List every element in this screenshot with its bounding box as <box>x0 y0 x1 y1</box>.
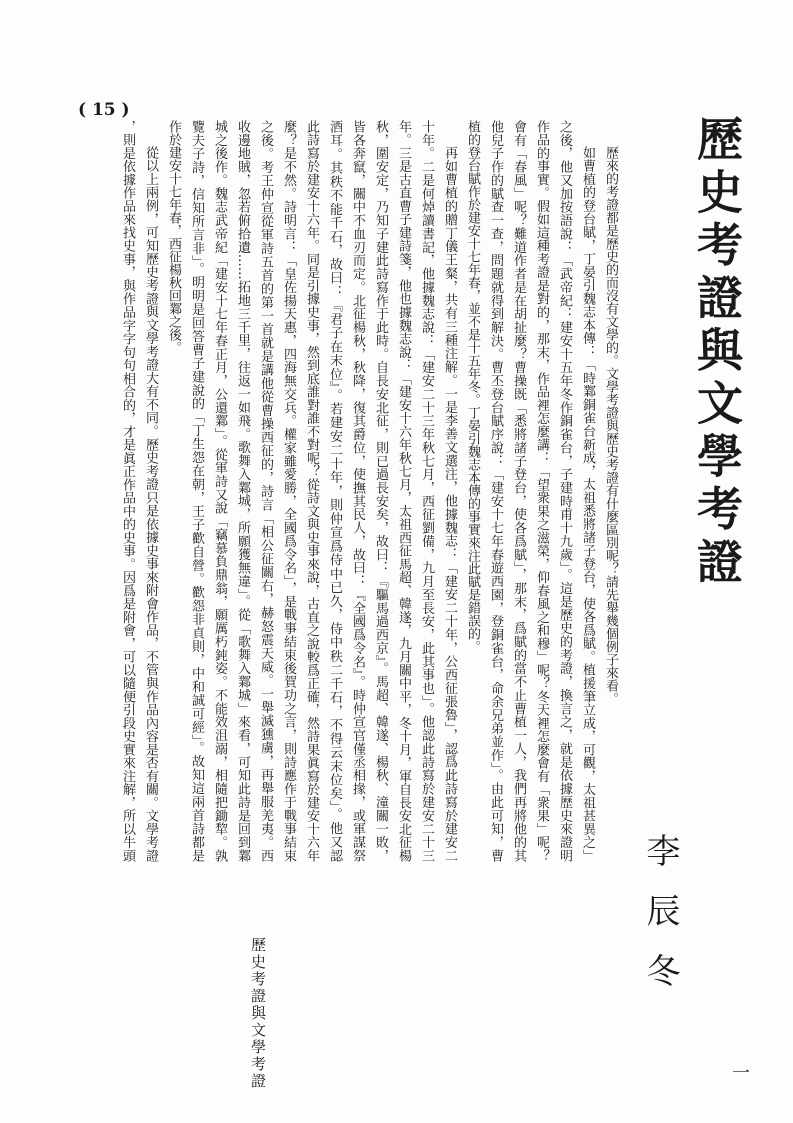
text-column: 作品的事實。假如這種考證是對的，那末，作品裡怎麼講：「望衆果之滋榮，仰春風之和穆」呢？冬天裡怎麼會有「衆果」呢？ <box>534 120 549 862</box>
text-column: ，則是依據作品來找史事，與作品字字句句相合的，才是眞正作品中的史事。因爲是附會，可以隨便引段史實來注解，所以牛頭 <box>120 120 135 862</box>
article-title: 歷史考證與文學考證 <box>690 115 744 591</box>
text-column: 秋，圍安定，乃知子建此詩寫作于此時。自長安北征，則已過長安矣，故曰：『驅馬過西京』。馬超、韓遂、楊秋、潼關一敗， <box>373 120 388 862</box>
text-column: 十年。二是何焯讀書記，他據魏志說：「建安二十三年秋七月，西征劉備，九月至長安，此其事也」。他認此詩寫於建安二十三 <box>419 120 434 862</box>
text-column: 如曹植的登台賦，丁晏引魏志本傳：「時鄴銅雀台新成，太祖悉將諸子登台，使各爲賦。植援筆立成，可觀，太祖甚異之」 <box>580 146 595 862</box>
page-number: ( 15 ) <box>78 100 130 120</box>
text-column: 酒耳。其秩不能千石，故曰：『君子在末位』。若建安二十年，則仲宣爲侍中已久，侍中秩二千石，不得云末位矣」。他又認 <box>327 120 342 862</box>
text-column: 麼？是不然。詩明言：「皇佐揚天惠，四海無交兵。權家雖愛勝，全國爲令名」，是戰事結束後賀功之言，則詩應作于戰事結束 <box>281 120 296 862</box>
text-column: 植的登台賦作於建安十七年春，並不是十五年冬。丁晏引魏志本傳的事實來注此賦是錯誤的。 <box>465 120 480 653</box>
text-column: 收邊地賊，忽若俯拾遺……拓地三千里，往返一如飛。歌舞入鄴城，所願獲無違」。從「歌舞入鄴城」來看，可知此詩是回到鄴 <box>235 120 250 862</box>
text-column: 皆各奔竄，關中不血刃而定。北征楊秋，秋降，復其爵位，使撫其民人，故曰：『全國爲令名』。時仲宣官僅丞相掾，或軍謀祭 <box>350 120 365 862</box>
text-column: 城之後作。魏志武帝紀「建安十七年春正月，公還鄴」。從軍詩又說「竊慕負鼎翁，願厲朽鈍姿。不能效沮溺，相隨把鋤犂。孰 <box>212 120 227 862</box>
text-column: 之後。考王仲宣從軍詩五首的第一首就是講他從曹操西征的，詩言「相公征關右，赫怒震天威。一舉滅獯虜，再舉服羌夷。西 <box>258 120 273 862</box>
text-column: 會有「春風」呢？難道作者是在胡扯麼？曹操既「悉將諸子登台，使各爲賦」，那末，爲賦的當不止曹植一人，我們再將他的其 <box>511 120 526 862</box>
text-column: 覽夫子詩，信知所言非」。明明是回答曹子建說的「丁生怨在朝，王子歡自營。歡怨非貞則，中和誠可經」。故知這兩首詩都是 <box>189 120 204 862</box>
author-name: 李辰冬 <box>640 833 680 1013</box>
text-column: 年。三是古直曹子建詩箋，他也據魏志說：「建安十六年秋七月，太祖西征馬超、韓遂，九月關中平，冬十月，軍自長安北征楊 <box>396 120 411 862</box>
text-column: 之後，他又加按語說：「武帝紀：建安十五年冬作銅雀台，子建時甫十九歲」。這是歷史的考證，換言之，就是依據歷史來證明 <box>557 120 572 862</box>
page-mark: 一 <box>732 1063 750 1084</box>
text-column: 從以上兩例，可知歷史考證與文學考證大有不同。歷史考證只是依據史事來附會作品，不管與作品內容是否有關。文學考證 <box>143 146 158 862</box>
text-column: 歷來的考證都是歷史的而沒有文學的。文學考證與歷史考證有什麼區別呢？請先舉幾個例子來看。 <box>603 146 618 705</box>
text-column: 他兒子作的賦查一查，問題就得到解決。曹丕登台賦序說：「建安十七年春遊西園，登銅雀台，命余兄弟並作」。由此可知，曹 <box>488 120 503 862</box>
body-text <box>116 120 622 862</box>
text-column: 作於建安十七年春，西征楊秋回鄴之後。 <box>166 120 181 354</box>
text-column: 再如曹植的贈丁儀王粲，共有三種注解。一是李善文選注，他據魏志：「建安二十年，公西征張魯」，認爲此詩寫於建安二 <box>442 146 457 862</box>
text-column: 此詩寫於建安十六年。同是引據史事，然到底誰對誰不對呢？從詩文與史事來說，古直之說較爲正確，然詩果眞寫於建安十六年 <box>304 120 319 862</box>
running-title: 歷史考證與文學考證 <box>249 937 267 1090</box>
